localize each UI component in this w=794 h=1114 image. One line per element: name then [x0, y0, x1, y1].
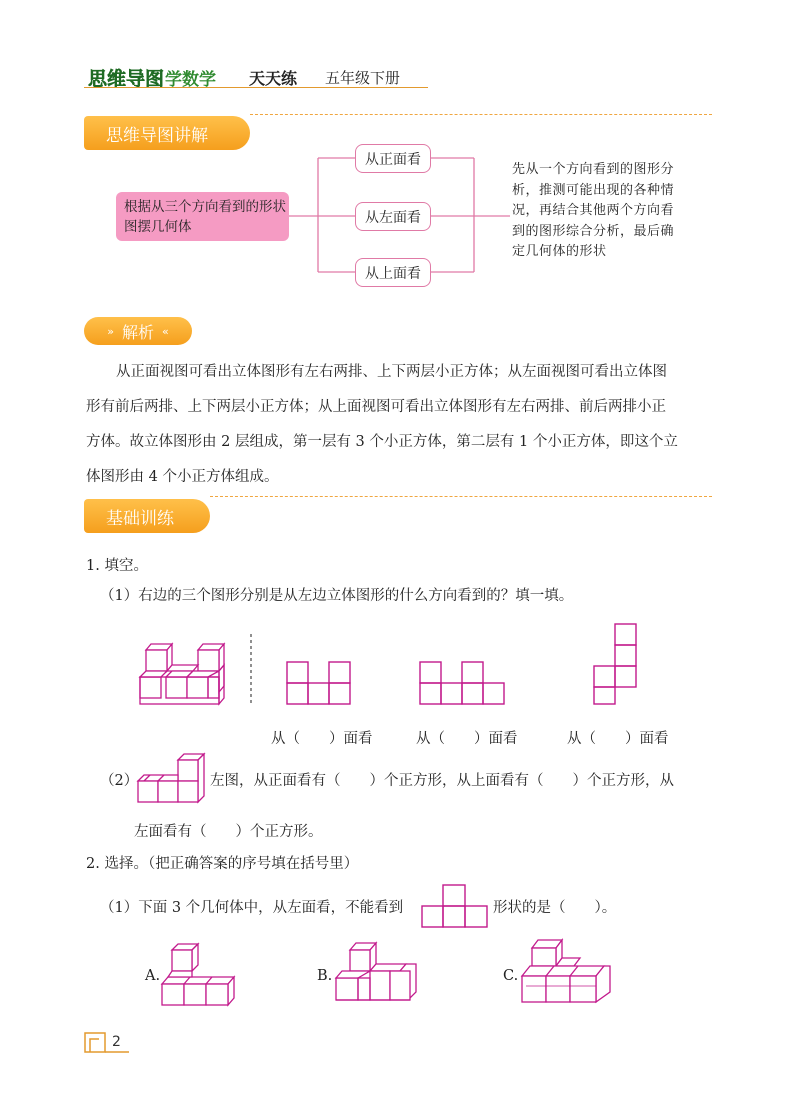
question-2-1-a: （1）下面 3 个几何体中，从左面看，不能看到 — [100, 900, 404, 916]
q1-1-figures — [130, 618, 730, 718]
mindmap-topic — [116, 192, 289, 241]
series-title: 天天练 — [249, 69, 298, 88]
option-c-solid[interactable] — [518, 936, 616, 1010]
question-1-2-prefix: （2） — [100, 773, 139, 789]
view-figure-2 — [420, 662, 504, 704]
question-1-1: （1）右边的三个图形分别是从左边立体图形的什么方向看到的？填一填。 — [100, 588, 574, 604]
page-corner-icon — [84, 1030, 130, 1054]
section-analysis-title — [84, 317, 192, 345]
solid-figure — [140, 644, 224, 704]
section-mindmap-label: 思维导图讲解 — [106, 125, 208, 146]
question-1-2-line-2: 左面看有（ ）个正方形。 — [134, 824, 323, 840]
section-analysis-label: 解析 — [121, 322, 154, 342]
section-training-label: 基础训练 — [106, 508, 174, 529]
brand-text-a: 思维导图 — [88, 67, 165, 90]
question-2: 2. 选择。（把正确答案的序号填在括号里） — [86, 856, 359, 872]
section-divider — [210, 496, 712, 497]
chevron-right-icon: » — [107, 324, 114, 338]
chevron-left-icon: « — [162, 324, 169, 338]
q2-1-shape — [420, 882, 492, 930]
mindmap-note: 先从一个方向看到的图形分析，推测可能出现的各种情况，再结合其他两个方向看到的图形综合分析，最后确定几何体的形状 — [512, 162, 675, 259]
mindmap-branch-left: 从左面看 — [355, 202, 431, 231]
question-2-1-b: 形状的是（ ）。 — [493, 900, 617, 916]
grade-label: 五年级下册 — [325, 69, 401, 87]
view-blank-2[interactable]: 从（ ）面看 — [416, 731, 518, 747]
analysis-line-3: 方体。故立体图形由 2 层组成，第一层有 3 个小正方体，第二层有 1 个小正方体，即这个立 — [86, 434, 678, 450]
option-b-solid[interactable] — [332, 938, 428, 1010]
view-blank-3[interactable]: 从（ ）面看 — [567, 731, 669, 747]
question-1: 1. 填空。 — [86, 558, 148, 574]
brand-text-b: 学数学 — [165, 69, 217, 90]
option-c-label[interactable]: C. — [503, 968, 519, 984]
option-a-label[interactable]: A. — [145, 968, 161, 984]
mindmap-topic-text: 根据从三个方向看到的形状图摆几何体 — [124, 198, 286, 235]
analysis-line-2: 形有前后两排、上下两层小正方体；从上面视图可看出立体图形有左右两排、前后两排小正 — [86, 399, 666, 415]
option-b-label[interactable]: B. — [317, 968, 333, 984]
view-blank-1[interactable]: 从（ ）面看 — [271, 731, 373, 747]
option-a-solid[interactable] — [158, 940, 242, 1010]
question-1-2-line-1: 左图，从正面看有（ ）个正方形，从上面看有（ ）个正方形，从 — [210, 773, 674, 789]
q1-2-solid — [134, 752, 210, 804]
view-figure-1 — [287, 662, 350, 704]
analysis-line-1: 从正面视图可看出立体图形有左右两排、上下两层小正方体；从左面视图可看出立体图 — [116, 364, 667, 380]
mindmap-branch-front: 从正面看 — [355, 144, 431, 173]
mindmap-branch-top: 从上面看 — [355, 258, 431, 287]
analysis-line-4: 体图形由 4 个小正方体组成。 — [86, 469, 279, 485]
view-figure-3 — [594, 624, 636, 704]
page-number: 2 — [112, 1034, 121, 1050]
section-training-title — [84, 499, 210, 533]
